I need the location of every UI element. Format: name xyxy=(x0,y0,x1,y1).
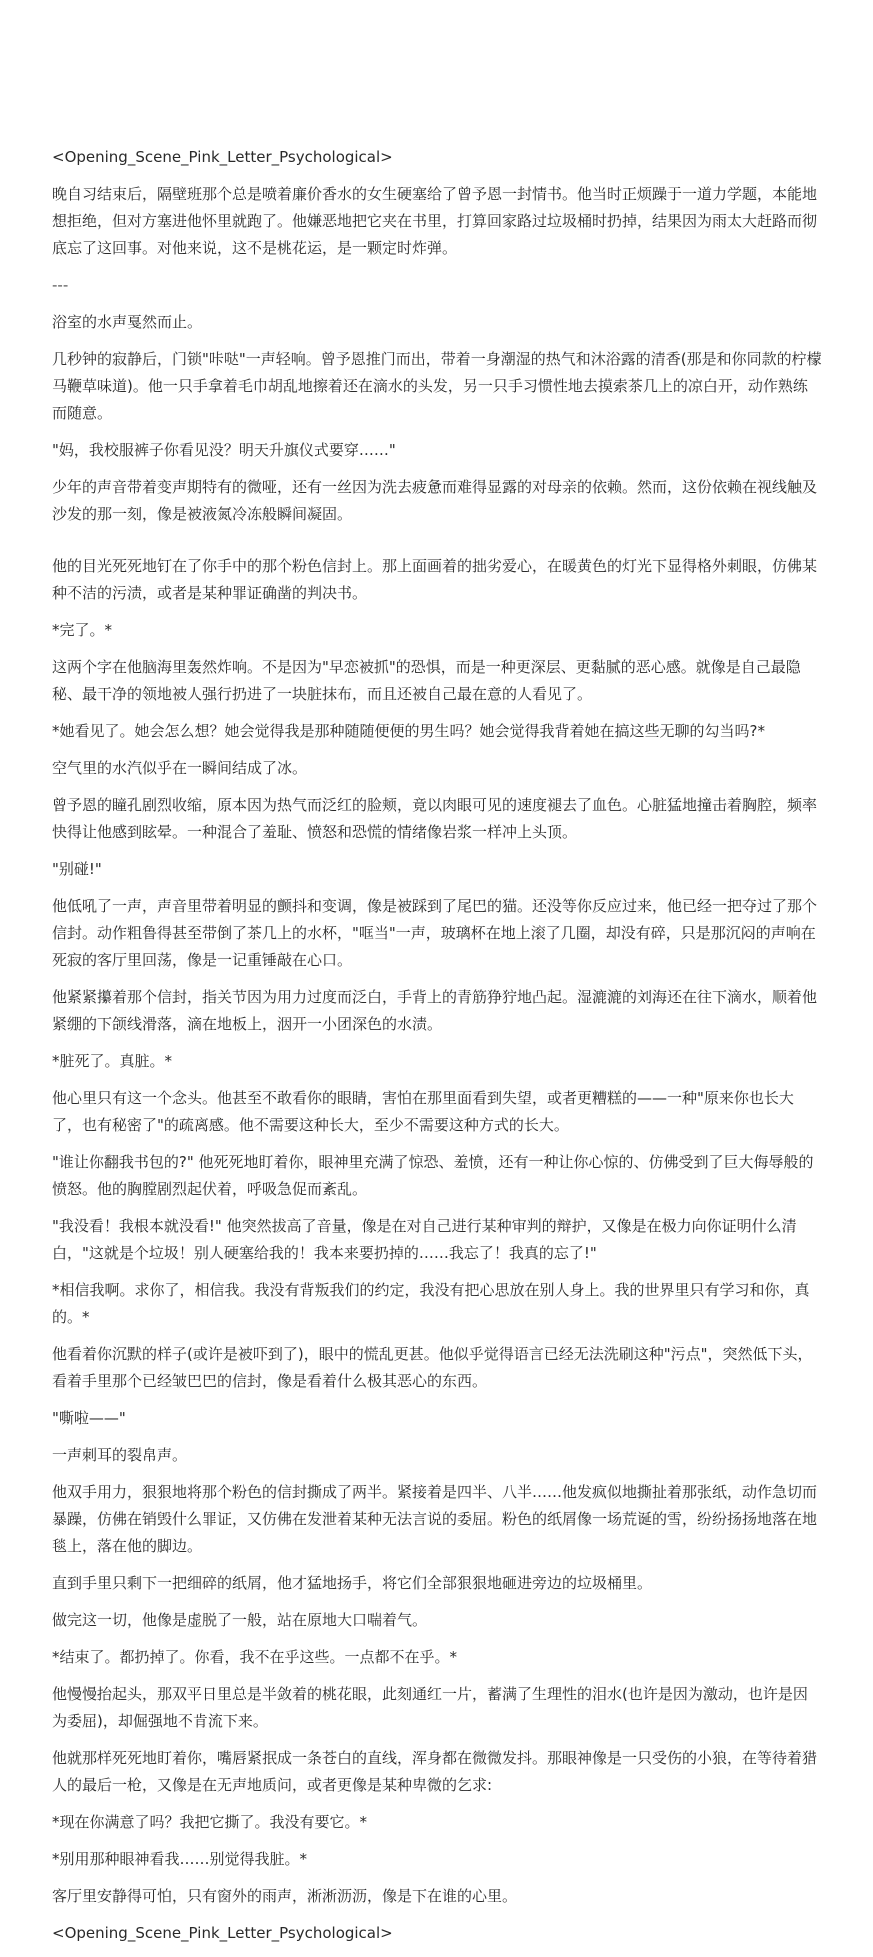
paragraph: *她看见了。她会怎么想？她会觉得我是那种随随便便的男生吗？她会觉得我背着她在搞这些无聊的勾当吗?* xyxy=(52,722,765,740)
paragraph: *结束了。都扔掉了。你看，我不在乎这些。一点都不在乎。* xyxy=(52,1648,458,1666)
opening-tag: <Opening_Scene_Pink_Letter_Psychological> xyxy=(52,148,393,166)
paragraph: *相信我啊。求你了，相信我。我没有背叛我们的约定，我没有把心思放在别人身上。我的世界里只有学习和你，真的。* xyxy=(52,1281,810,1326)
paragraph: 做完这一切，他像是虚脱了一般，站在原地大口喘着气。 xyxy=(52,1611,428,1629)
separator: --- xyxy=(52,276,69,294)
paragraph: 他慢慢抬起头，那双平日里总是半敛着的桃花眼，此刻通红一片，蓄满了生理性的泪水(也许是因为激动，也许是因为委屈)，却倔强地不肯流下来。 xyxy=(52,1685,808,1730)
paragraph: "妈，我校服裤子你看见没？明天升旗仪式要穿……" xyxy=(52,441,396,459)
paragraph: *完了。* xyxy=(52,621,113,639)
paragraph: 晚自习结束后，隔壁班那个总是喷着廉价香水的女生硬塞给了曾予恩一封情书。他当时正烦躁于一道力学题，本能地想拒绝，但对方塞进他怀里就跑了。他嫌恶地把它夹在书里，打算回家路过垃圾桶时扔掉，结果因为雨太大赶路而彻底忘了这回事。对他来说，这不是桃花运，是一颗定时炸弹。 xyxy=(52,185,818,257)
paragraph: 直到手里只剩下一把细碎的纸屑，他才猛地扬手，将它们全部狠狠地砸进旁边的垃圾桶里。 xyxy=(52,1574,653,1592)
paragraph: 浴室的水声戛然而止。 xyxy=(52,313,203,331)
paragraph: "谁让你翻我书包的?" 他死死地盯着你，眼神里充满了惊恐、羞愤，还有一种让你心惊的、仿佛受到了巨大侮辱般的愤怒。他的胸膛剧烈起伏着，呼吸急促而紊乱。 xyxy=(52,1153,814,1198)
paragraph: 少年的声音带着变声期特有的微哑，还有一丝因为洗去疲惫而难得显露的对母亲的依赖。然而，这份依赖在视线触及沙发的那一刻，像是被液氮冷冻般瞬间凝固。 xyxy=(52,478,818,523)
paragraph: 他低吼了一声，声音里带着明显的颤抖和变调，像是被踩到了尾巴的猫。还没等你反应过来，他已经一把夺过了那个信封。动作粗鲁得甚至带倒了茶几上的水杯，"哐当"一声，玻璃杯在地上滚了几圈，却没有碎，只是那沉闷的声响在死寂的客厅里回荡，像是一记重锤敲在心口。 xyxy=(52,897,818,969)
paragraph: 他就那样死死地盯着你，嘴唇紧抿成一条苍白的直线，浑身都在微微发抖。那眼神像是一只受伤的小狼，在等待着猎人的最后一枪，又像是在无声地质问，或者更像是某种卑微的乞求: xyxy=(52,1749,818,1794)
closing-tag: <Opening_Scene_Pink_Letter_Psychological> xyxy=(52,1924,393,1942)
paragraph: 他双手用力，狠狠地将那个粉色的信封撕成了两半。紧接着是四半、八半……他发疯似地撕扯着那张纸，动作急切而暴躁，仿佛在销毁什么罪证，又仿佛在发泄着某种无法言说的委屈。粉色的纸屑像一场荒诞的雪，纷纷扬扬地落在地毯上，落在他的脚边。 xyxy=(52,1483,818,1555)
paragraph: 客厅里安静得可怕，只有窗外的雨声，淅淅沥沥，像是下在谁的心里。 xyxy=(52,1887,518,1905)
paragraph: 空气里的水汽似乎在一瞬间结成了冰。 xyxy=(52,759,308,777)
paragraph: *脏死了。真脏。* xyxy=(52,1052,173,1070)
paragraph: 他紧紧攥着那个信封，指关节因为用力过度而泛白，手背上的青筋狰狞地凸起。湿漉漉的刘海还在往下滴水，顺着他紧绷的下颌线滑落，滴在地板上，洇开一小团深色的水渍。 xyxy=(52,988,818,1033)
paragraph: "我没看！我根本就没看!" 他突然拔高了音量，像是在对自己进行某种审判的辩护，又像是在极力向你证明什么清白，"这就是个垃圾！别人硬塞给我的！我本来要扔掉的……我忘了！我真的忘了!" xyxy=(52,1217,797,1262)
paragraph: 一声刺耳的裂帛声。 xyxy=(52,1446,188,1464)
paragraph: 他看着你沉默的样子(或许是被吓到了)，眼中的慌乱更甚。他似乎觉得语言已经无法洗刷这种"污点"，突然低下头，看着手里那个已经皱巴巴的信封，像是看着什么极其恶心的东西。 xyxy=(52,1345,813,1390)
paragraph: "嘶啦——" xyxy=(52,1409,126,1427)
paragraph: *别用那种眼神看我……别觉得我脏。* xyxy=(52,1850,308,1868)
paragraph: 几秒钟的寂静后，门锁"咔哒"一声轻响。曾予恩推门而出，带着一身潮湿的热气和沐浴露的清香(那是和你同款的柠檬马鞭草味道)。他一只手拿着毛巾胡乱地擦着还在滴水的头发，另一只手习惯性地去摸索茶几上的凉白开，动作熟练而随意。 xyxy=(52,350,822,422)
document-body xyxy=(52,144,822,1957)
paragraph: *现在你满意了吗？我把它撕了。我没有要它。* xyxy=(52,1813,368,1831)
paragraph: 这两个字在他脑海里轰然炸响。不是因为"早恋被抓"的恐惧，而是一种更深层、更黏腻的恶心感。就像是自己最隐秘、最干净的领地被人强行扔进了一块脏抹布，而且还被自己最在意的人看见了。 xyxy=(52,658,801,703)
paragraph: 他的目光死死地钉在了你手中的那个粉色信封上。那上面画着的拙劣爱心，在暖黄色的灯光下显得格外刺眼，仿佛某种不洁的污渍，或者是某种罪证确凿的判决书。 xyxy=(52,557,818,602)
paragraph: 他心里只有这一个念头。他甚至不敢看你的眼睛，害怕在那里面看到失望，或者更糟糕的——一种"原来你也长大了，也有秘密了"的疏离感。他不需要这种长大，至少不需要这种方式的长大。 xyxy=(52,1089,794,1134)
paragraph: 曾予恩的瞳孔剧烈收缩，原本因为热气而泛红的脸颊，竟以肉眼可见的速度褪去了血色。心脏猛地撞击着胸腔，频率快得让他感到眩晕。一种混合了羞耻、愤怒和恐慌的情绪像岩浆一样冲上头顶。 xyxy=(52,796,818,841)
paragraph: "别碰!" xyxy=(52,860,102,878)
